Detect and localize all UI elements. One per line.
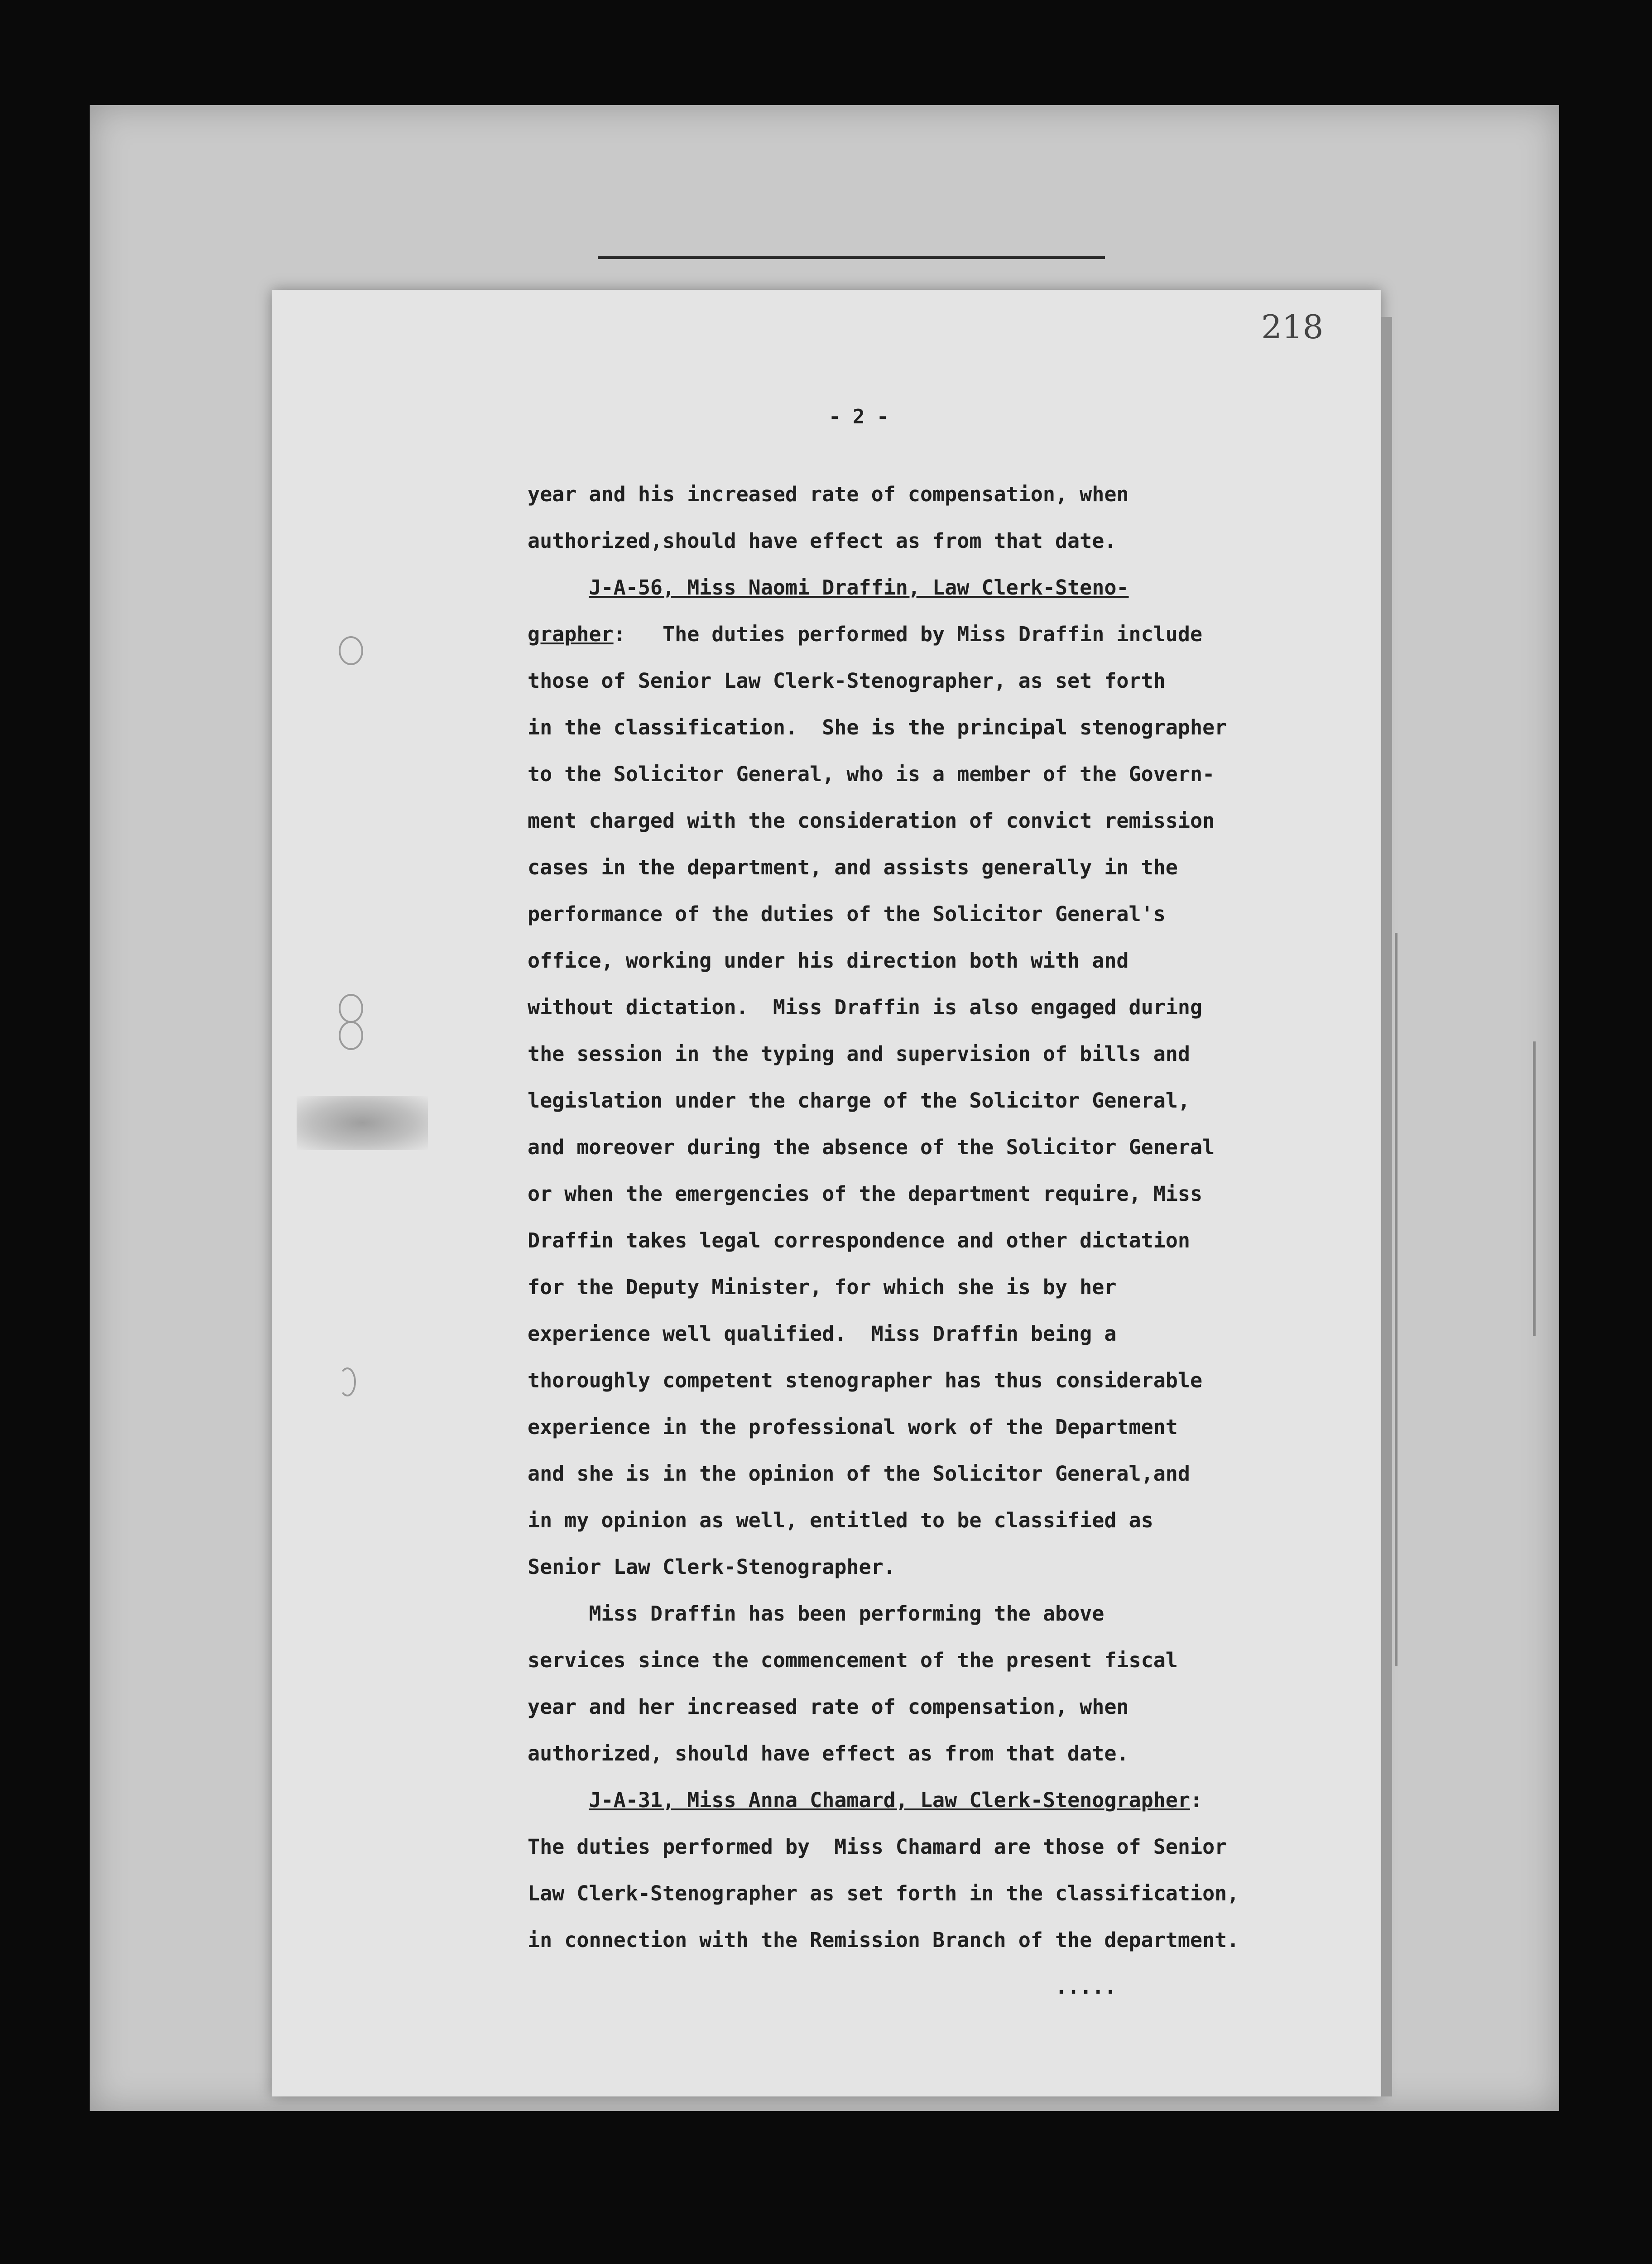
underlined-heading: J-A-31, Miss Anna Chamard, Law Clerk-Stenographer [589,1788,1190,1812]
text-line [528,1170,1388,1217]
page-marker: - 2 - [829,405,889,428]
binder-hole [339,636,363,665]
text-line [528,844,1388,891]
line-text: experience well qualified. Miss Draffin being a [528,1322,1117,1346]
line-text: The duties performed by Miss Chamard are those of Senior [528,1835,1227,1859]
line-text: office, working under his direction both with and [528,949,1129,973]
text-line [528,1124,1388,1170]
line-text: services since the commencement of the present fiscal [528,1648,1178,1672]
line-text: in connection with the Remission Branch of the department. [528,1928,1239,1952]
text-line [528,1357,1388,1404]
binder-hole [339,994,363,1023]
text-line [528,797,1388,844]
binder-hole [339,1021,363,1050]
line-text: Law Clerk-Stenographer as set forth in the classification, [528,1881,1239,1905]
backing-rule [598,256,1105,259]
line-text: experience in the professional work of the Department [528,1415,1178,1439]
text-line [528,471,1388,518]
text-line [528,1823,1388,1870]
line-text: Senior Law Clerk-Stenographer. [528,1555,896,1579]
text-line [528,611,1388,657]
line-text: thoroughly competent stenographer has thus considerable [528,1368,1203,1392]
text-line [528,518,1388,564]
line-text: without dictation. Miss Draffin is also engaged during [528,995,1203,1019]
line-text: to the Solicitor General, who is a member of the Govern- [528,762,1215,786]
line-text: ment charged with the consideration of convict remission [528,809,1215,833]
line-text: ..... [1055,1975,1117,1999]
line-text: Miss Draffin has been performing the above [589,1602,1105,1626]
line-text: : [1190,1788,1203,1812]
line-text: for the Deputy Minister, for which she is by her [528,1275,1117,1299]
text-line [528,1404,1388,1450]
line-text: : The duties performed by Miss Draffin include [613,622,1203,646]
text-line [528,564,1388,611]
film-scratch [1395,933,1397,1666]
line-text: and she is in the opinion of the Solicitor General,and [528,1462,1190,1486]
line-text: in the classification. She is the principal stenographer [528,715,1227,739]
text-line [528,657,1388,704]
text-line [528,1497,1388,1544]
text-line [528,937,1388,984]
line-text: cases in the department, and assists generally in the [528,855,1178,879]
line-text: or when the emergencies of the department require, Miss [528,1182,1203,1206]
underlined-heading: J-A-56, Miss Naomi Draffin, Law Clerk-Steno- [589,576,1129,600]
ink-smudge [297,1096,428,1150]
text-line [528,1730,1388,1777]
text-line [528,1310,1388,1357]
film-scratch [1533,1041,1536,1336]
text-line [528,1544,1388,1590]
document-body [528,471,1388,2010]
text-line [528,1684,1388,1730]
line-text: performance of the duties of the Solicitor General's [528,902,1166,926]
line-text: the session in the typing and supervision of bills and [528,1042,1190,1066]
line-text: authorized,should have effect as from that date. [528,529,1117,553]
text-line [528,1870,1388,1917]
text-line [528,751,1388,797]
line-text: authorized, should have effect as from that date. [528,1741,1129,1765]
line-text: year and her increased rate of compensation, when [528,1695,1129,1719]
text-line [528,1217,1388,1264]
text-line [528,1450,1388,1497]
text-line [528,1031,1388,1077]
line-text: legislation under the charge of the Solicitor General, [528,1089,1190,1113]
binder-hole [339,1367,356,1396]
text-line [528,1637,1388,1684]
line-text: Draffin takes legal correspondence and other dictation [528,1228,1190,1252]
text-line [528,1917,1388,1963]
line-text: year and his increased rate of compensation, when [528,482,1129,506]
underlined-heading: grapher [528,622,614,646]
text-line [528,1077,1388,1124]
text-line [528,1963,1388,2010]
text-line [528,1264,1388,1310]
text-line [528,1777,1388,1823]
line-text: and moreover during the absence of the Solicitor General [528,1135,1215,1159]
text-line [528,891,1388,937]
line-text: those of Senior Law Clerk-Stenographer, as set forth [528,669,1166,693]
line-text: in my opinion as well, entitled to be classified as [528,1508,1153,1532]
text-line [528,704,1388,751]
text-line [528,1590,1388,1637]
text-line [528,984,1388,1031]
page-number: 218 [1261,308,1324,346]
